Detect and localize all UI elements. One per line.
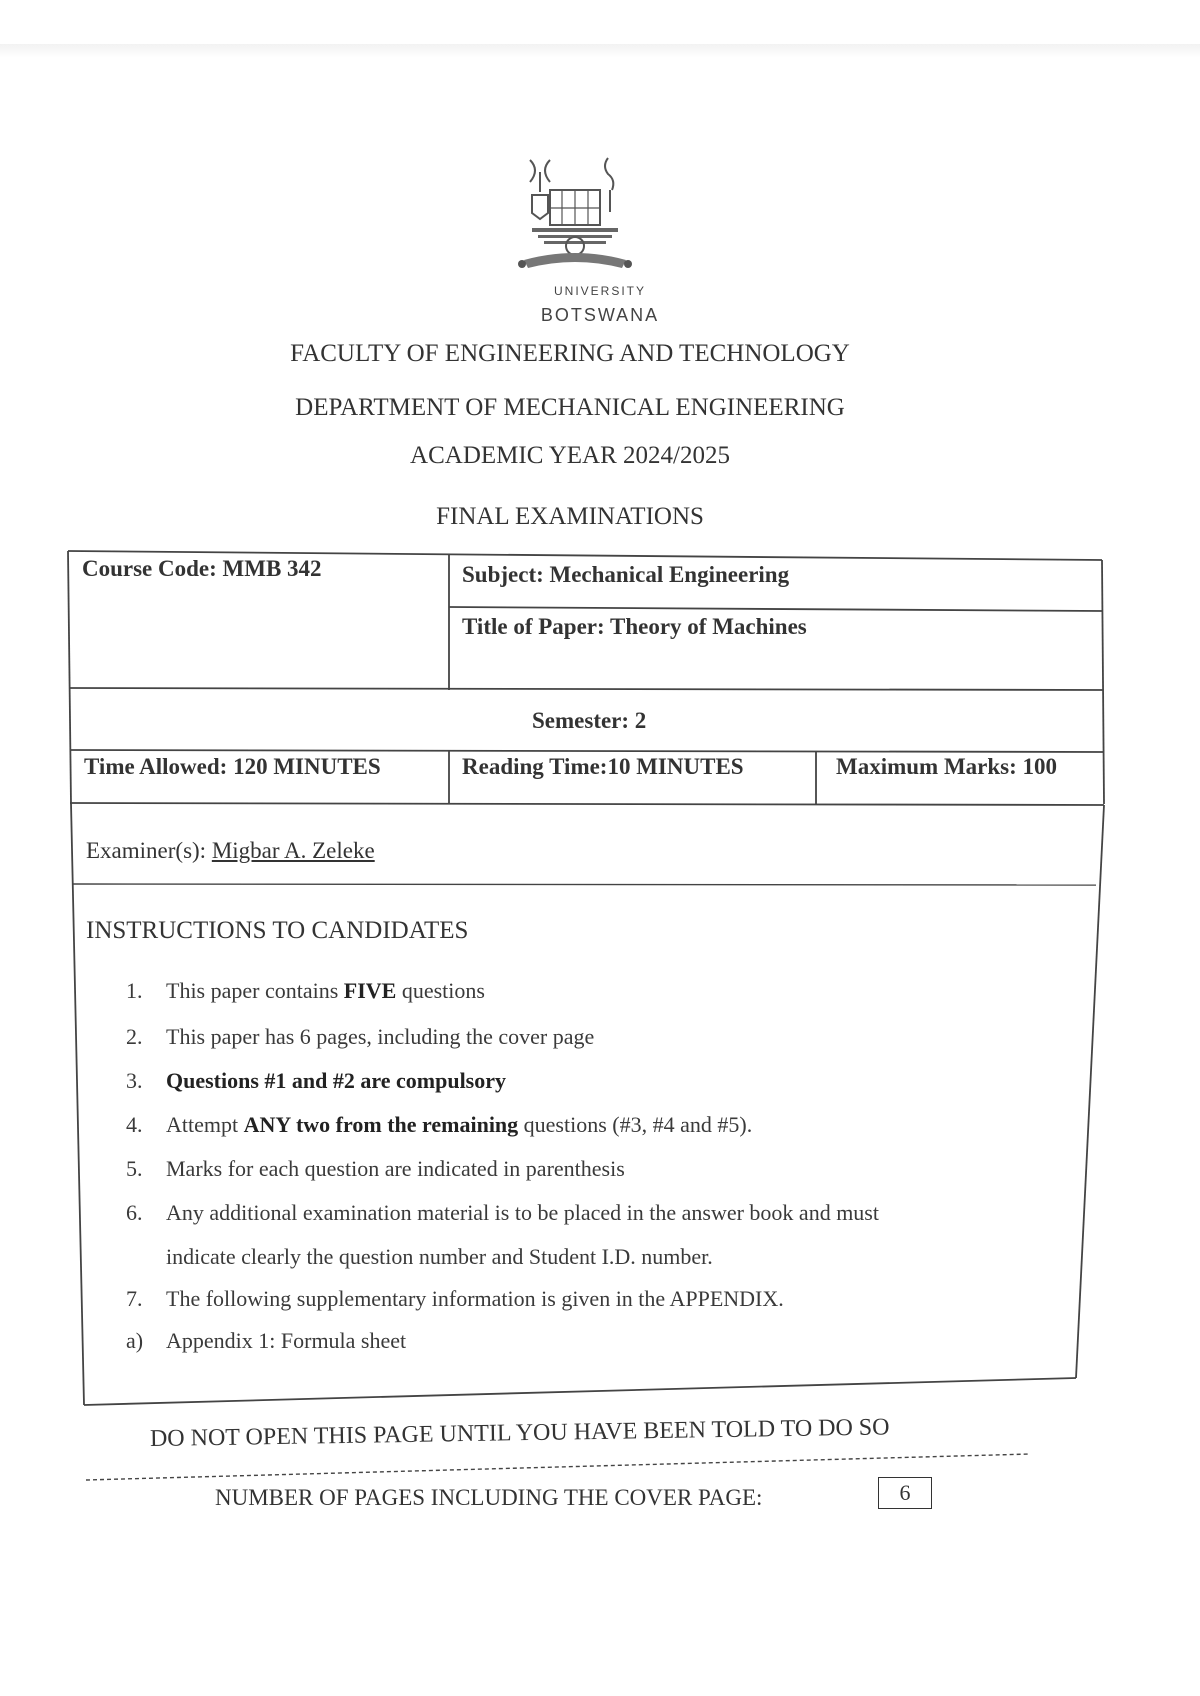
title-of-paper-cell: Title of Paper: Theory of Machines — [462, 614, 807, 639]
instruction-item: 5. Marks for each question are indicated in parenthesis — [126, 1156, 625, 1181]
instructions-title: INSTRUCTIONS TO CANDIDATES — [86, 917, 469, 944]
instruction-item: 2. This paper has 6 pages, including the cover page — [126, 1024, 595, 1049]
reading-time-cell: Reading Time:10 MINUTES — [462, 754, 744, 779]
instruction-item: indicate clearly the question number and Student I.D. number. — [166, 1244, 713, 1269]
instruction-item: 4. Attempt ANY two from the remaining questions (#3, #4 and #5). — [126, 1112, 753, 1137]
examiner-name: Migbar A. Zeleke — [211, 838, 375, 863]
do-not-open-warning: DO NOT OPEN THIS PAGE UNTIL YOU HAVE BEEN TOLD TO DO SO — [149, 1414, 890, 1452]
examiner-row — [86, 838, 375, 864]
semester-cell: Semester: 2 — [532, 708, 647, 733]
exam-type-heading: FINAL EXAMINATIONS — [436, 503, 704, 530]
instruction-item: 7. The following supplementary information is given in the APPENDIX. — [126, 1286, 784, 1311]
time-allowed-cell: Time Allowed: 120 MINUTES — [84, 754, 381, 779]
instruction-item: 3. Questions #1 and #2 are compulsory — [126, 1068, 507, 1093]
maximum-marks-cell: Maximum Marks: 100 — [836, 754, 1058, 779]
academic-year-heading: ACADEMIC YEAR 2024/2025 — [410, 442, 730, 469]
university-name-line1: UNIVERSITY — [553, 284, 646, 298]
department-heading: DEPARTMENT OF MECHANICAL ENGINEERING — [295, 394, 845, 421]
course-code-cell: Course Code: MMB 342 — [82, 556, 322, 581]
instruction-item: 6. Any additional examination material is to be placed in the answer book and must — [126, 1200, 879, 1225]
university-name-line2: BOTSWANA — [540, 305, 660, 325]
number-of-pages-label: NUMBER OF PAGES INCLUDING THE COVER PAGE: — [215, 1485, 763, 1510]
instruction-item: a) Appendix 1: Formula sheet — [126, 1328, 407, 1353]
number-of-pages-box: 6 — [878, 1477, 932, 1509]
faculty-heading: FACULTY OF ENGINEERING AND TECHNOLOGY — [290, 340, 850, 367]
examiner-label: Examiner(s): — [86, 838, 207, 863]
instruction-item: 1. This paper contains FIVE questions — [126, 978, 485, 1003]
subject-cell: Subject: Mechanical Engineering — [462, 562, 790, 587]
